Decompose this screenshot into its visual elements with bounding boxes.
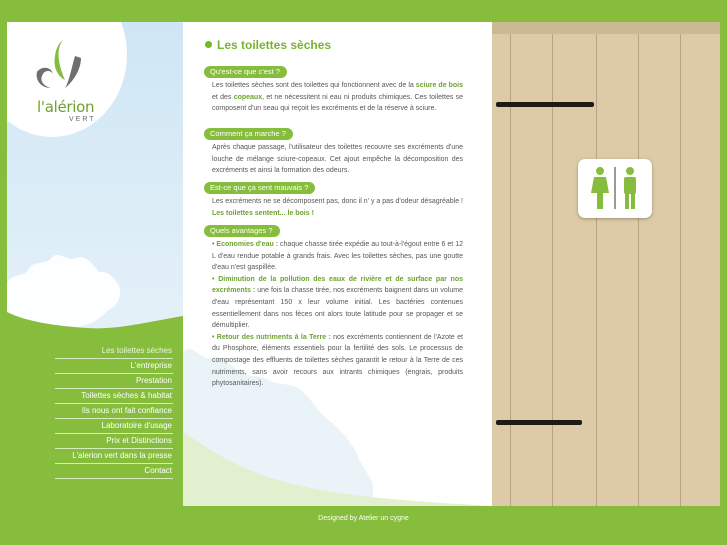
highlight-text: • Economies d'eau : — [212, 241, 279, 248]
door-photo — [492, 22, 720, 506]
main-nav — [55, 344, 173, 479]
body-text: nos excréments contiennent de l'Azote et du Phosphore, éléments essentiels pour la fertilité des sols. Le processus de compostage des effluents de toilettes sèches garantit le retour à la Terre de ces nutriments, sans avoir recours aux intrants chimiques (engrais, produits phytosanitaires). — [212, 333, 463, 388]
page-title — [205, 38, 331, 52]
nav-item-toilettes-seches[interactable]: Les toilettes sèches — [55, 344, 173, 359]
body-text: Les toilettes sèches sont des toilettes qui fonctionnent avec de la — [212, 82, 416, 89]
highlight-text: sciure de bois — [415, 82, 463, 89]
left-sidebar — [7, 22, 183, 506]
body-text: Les excréments ne se décomposent pas, donc il n' y a pas d'odeur désagréable ! — [212, 198, 463, 205]
nav-item-entreprise[interactable]: L'entreprise — [55, 359, 173, 374]
nav-item-presse[interactable]: L'alerion vert dans la presse — [55, 449, 173, 464]
section-text-how — [212, 142, 463, 177]
door-frame-top — [492, 22, 720, 34]
body-text: et des — [212, 93, 234, 101]
body-text: chaque chasse tirée expédie au tout-à-l'égout entre 6 et 12 L d'eau rendue potable à grands frais. Avec les toilettes sèches, pas une goutte d'eau n'est gaspillée. — [212, 241, 463, 272]
logo-subtitle: VERT — [69, 116, 96, 123]
section-text-what — [212, 80, 463, 115]
nav-item-prix[interactable]: Prix et Distinctions — [55, 434, 173, 449]
main-content — [183, 22, 492, 506]
plank-line — [638, 34, 639, 506]
restroom-sign — [578, 159, 652, 218]
section-heading-how: Comment ça marche ? — [204, 128, 293, 140]
nav-item-confiance[interactable]: Ils nous ont fait confiance — [55, 404, 173, 419]
section-heading-what: Qu'est-ce que c'est ? — [204, 66, 287, 78]
highlight-text: copeaux — [233, 93, 263, 101]
page-title-text: Les toilettes sèches — [217, 38, 332, 52]
footer-credit[interactable]: Designed by Atelier un cygne — [318, 515, 409, 522]
logo-name: l'alérion — [37, 98, 95, 116]
plank-line — [680, 34, 681, 506]
body-text: une fois la chasse tirée, nos excréments baignent dans un volume d'eau représentant 150 x leur volume initial. Les bactéries contenues essentiellement dans nos fèces ont alors toute latitude pour se propager et se démultiplier. — [212, 287, 463, 330]
nav-item-habitat[interactable]: Toilettes sèches & habitat — [55, 389, 173, 404]
section-text-benefits — [212, 239, 463, 390]
section-heading-smell: Est-ce que ça sent mauvais ? — [204, 182, 315, 194]
section-heading-benefits: Quels avantages ? — [204, 225, 280, 237]
door-hinge — [496, 420, 582, 425]
page-frame — [7, 22, 720, 506]
body-text: Après chaque passage, l'utilisateur des toilettes recouvre ses excréments d'une louche de mélange sciure-copeaux. Cet ajout empêche la décomposition des excréments et ainsi la formation des odeurs. — [212, 144, 463, 175]
nav-item-laboratoire[interactable]: Laboratoire d'usage — [55, 419, 173, 434]
nav-item-contact[interactable]: Contact — [55, 464, 173, 479]
alerion-logo-icon[interactable] — [25, 36, 95, 94]
body-text: , et ne nécessitent ni eau ni produits chimiques. Ces toilettes se composent d'un seau qui reçoit les excréments et de la réserve à sciure. — [212, 93, 464, 113]
highlight-text: Les toilettes sentent... le bois ! — [212, 209, 314, 217]
plank-line — [596, 34, 597, 506]
nav-item-prestation[interactable]: Prestation — [55, 374, 173, 389]
section-text-smell — [212, 196, 463, 219]
male-female-restroom-icon — [578, 159, 652, 218]
highlight-text: • Retour des nutriments à la Terre : — [212, 333, 331, 341]
bullet-icon — [205, 41, 212, 48]
door-hinge — [496, 102, 594, 107]
highlight-text: • Diminution de la pollution des eaux de rivière et de surface par nos excréments : — [212, 275, 463, 295]
